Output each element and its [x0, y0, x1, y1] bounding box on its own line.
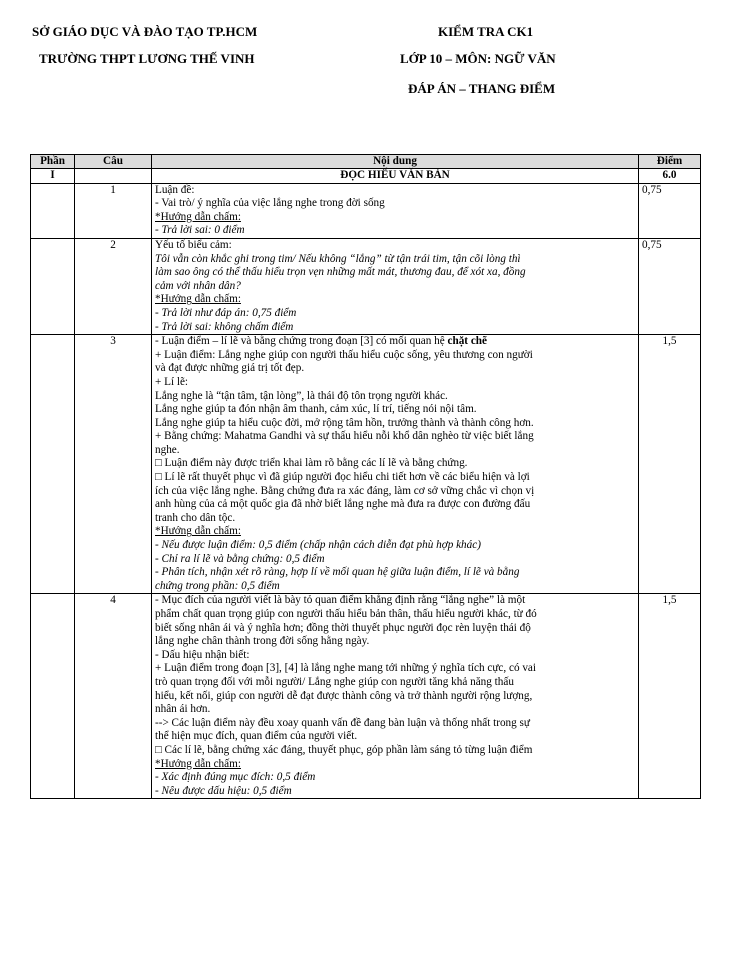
- header-score: Điểm: [639, 155, 701, 169]
- header-question: Câu: [75, 155, 152, 169]
- table-row: [31, 238, 701, 334]
- content-line: Lắng nghe giúp ta đón nhận âm thanh, cảm xúc, lí trí, tiếng nói nội tâm.: [155, 403, 477, 416]
- question-score: 1,5: [639, 335, 701, 594]
- content-line: Tôi vẫn còn khắc ghi trong tim/ Nếu không “lắng” từ tận trái tim, tận cõi lòng thì: [155, 252, 521, 265]
- question-score: 0,75: [639, 183, 701, 238]
- department-title: SỞ GIÁO DỤC VÀ ĐÀO TẠO TP.HCM: [32, 24, 258, 39]
- content-line: □ Lí lẽ rất thuyết phục vì đã giúp người đọc hiểu chi tiết hơn về các biểu hiện và lợi: [155, 471, 530, 484]
- content-line: cảm với nhân dân?: [155, 279, 241, 292]
- content-line: Lắng nghe giúp ta hiểu cuộc đời, mở rộng tâm hồn, trưởng thành và thành công hơn.: [155, 416, 534, 429]
- grading-guide-label: *Hướng dẫn chấm:: [155, 210, 241, 223]
- grading-guide-label: *Hướng dẫn chấm:: [155, 525, 241, 538]
- content-emphasis: chặt chẽ: [447, 335, 487, 348]
- content-line: thể hiện mục đích, quan điểm của người viết.: [155, 730, 358, 743]
- content-line: hiểu, kết nối, giúp con người dễ đạt được thành công và trở thành người rộng lượng,: [155, 689, 533, 702]
- content-line: □ Luận điểm này được triển khai làm rõ bằng các lí lẽ và bằng chứng.: [155, 457, 468, 470]
- content-line: + Lí lẽ:: [155, 375, 189, 388]
- question-number: 4: [75, 594, 152, 799]
- grading-guide-label: *Hướng dẫn chấm:: [155, 293, 241, 306]
- question-score: 1,5: [639, 594, 701, 799]
- table-row: [31, 183, 701, 238]
- content-line: anh hùng của cả một quốc gia đã nhờ biết lắng nghe mà đưa ra được con đường đấu: [155, 498, 531, 511]
- school-title: TRƯỜNG THPT LƯƠNG THẾ VINH: [39, 51, 255, 66]
- grade-subject-title: LỚP 10 – MÔN: NGỮ VĂN: [400, 51, 556, 66]
- grading-line: - Chỉ ra lí lẽ và bằng chứng: 0,5 điểm: [155, 552, 325, 565]
- grading-guide-label: *Hướng dẫn chấm:: [155, 757, 241, 770]
- content-line: tranh cho dân tộc.: [155, 511, 236, 524]
- grading-line: - Nếu được luận điểm: 0,5 điểm (chấp nhận cách diễn đạt phù hợp khác): [155, 539, 481, 552]
- content-prefix: - Luận điểm – lí lẽ và bằng chứng trong đoạn [3] có mối quan hệ: [155, 335, 448, 348]
- section-title: ĐỌC HIỂU VĂN BẢN: [152, 169, 639, 184]
- content-line: làm sao ông có thể thấu hiểu trọn vẹn những mất mát, thương đau, để xót xa, đồng: [155, 266, 526, 279]
- header-content: Nội dung: [152, 155, 639, 169]
- empty-cell: [31, 183, 75, 238]
- table-row: [31, 594, 701, 799]
- exam-title: KIỂM TRA CK1: [438, 24, 534, 39]
- table-header-row: [31, 155, 701, 169]
- content-line: - Mục đích của người viết là bày tỏ quan điểm khẳng định rằng “lắng nghe” là một: [155, 594, 526, 607]
- question-content: [152, 594, 639, 799]
- content-line: □ Các lí lẽ, bằng chứng xác đáng, thuyết phục, góp phần làm sáng tỏ từng luận điểm: [155, 743, 533, 756]
- content-line: và đạt được những giá trị tốt đẹp.: [155, 362, 305, 375]
- content-line: lắng nghe chân thành trong đời sống hằng ngày.: [155, 635, 370, 648]
- section-row: [31, 169, 701, 184]
- content-line: --> Các luận điểm này đều xoay quanh vấn đề đang bàn luận và thống nhất trong sự: [155, 716, 530, 729]
- section-empty: [75, 169, 152, 184]
- content-line: - Dấu hiệu nhận biết:: [155, 648, 250, 661]
- answer-table: [30, 154, 701, 799]
- table-row: [31, 335, 701, 594]
- empty-cell: [31, 238, 75, 334]
- grading-line: - Nêu được dấu hiệu: 0,5 điểm: [155, 784, 292, 797]
- content-line: nhân ái hơn.: [155, 703, 211, 716]
- content-line: + Luận điểm trong đoạn [3], [4] là lắng nghe mang tới những ý nghĩa tích cực, có vai: [155, 662, 537, 675]
- grading-line: - Trả lời sai: 0 điểm: [155, 224, 245, 237]
- content-line: + Luận điểm: Lắng nghe giúp con người thấu hiểu cuộc sống, yêu thương con người: [155, 348, 533, 361]
- content-line: phẩm chất quan trọng giúp con người thấu hiểu bản thân, thấu hiểu người khác, từ đó: [155, 608, 537, 620]
- question-content: [152, 183, 639, 238]
- question-number: 2: [75, 238, 152, 334]
- grading-line: - Trả lời sai: không chấm điểm: [155, 320, 294, 333]
- question-content: [152, 238, 639, 334]
- grading-line: - Xác định đúng mục đích: 0,5 điểm: [155, 771, 316, 784]
- content-line: trò quan trọng đối với mỗi người/ Lắng nghe giúp con người tăng khả năng thấu: [155, 675, 514, 688]
- section-part: I: [31, 169, 75, 184]
- content-line: Yếu tố biểu cảm:: [155, 238, 232, 251]
- question-number: 3: [75, 335, 152, 594]
- content-line: ích của việc lắng nghe. Bằng chứng đưa ra xác đáng, làm cơ sở vững chắc vì chọn vị: [155, 484, 535, 497]
- content-line: nghe.: [155, 443, 180, 456]
- section-score: 6.0: [639, 169, 701, 184]
- empty-cell: [31, 335, 75, 594]
- question-number: 1: [75, 183, 152, 238]
- content-line: - Vai trò/ ý nghĩa của việc lắng nghe trong đời sống: [155, 197, 385, 210]
- content-line: Lắng nghe là “tận tâm, tận lòng”, là thái độ tôn trọng người khác.: [155, 389, 448, 402]
- grading-line: - Phân tích, nhận xét rõ ràng, hợp lí về mối quan hệ giữa luận điểm, lí lẽ và bằng: [155, 566, 520, 579]
- header-part: Phần: [31, 155, 75, 169]
- empty-cell: [31, 594, 75, 799]
- grading-line: - Trả lời như đáp án: 0,75 điểm: [155, 306, 297, 319]
- content-line: + Bằng chứng: Mahatma Gandhi và sự thấu hiểu nỗi khổ dân nghèo từ việc biết lắng: [155, 430, 534, 443]
- grading-line: chứng trong phần: 0,5 điểm: [155, 579, 280, 592]
- question-score: 0,75: [639, 238, 701, 334]
- content-line: biết sống nhân ái và ý nghĩa hơn; đồng thời thuyết phục người đọc rèn luyện thái độ: [155, 621, 531, 634]
- question-content: [152, 335, 639, 594]
- answer-key-title: ĐÁP ÁN – THANG ĐIỂM: [408, 81, 556, 96]
- content-line: [155, 335, 635, 349]
- content-line: Luận đề:: [155, 183, 195, 196]
